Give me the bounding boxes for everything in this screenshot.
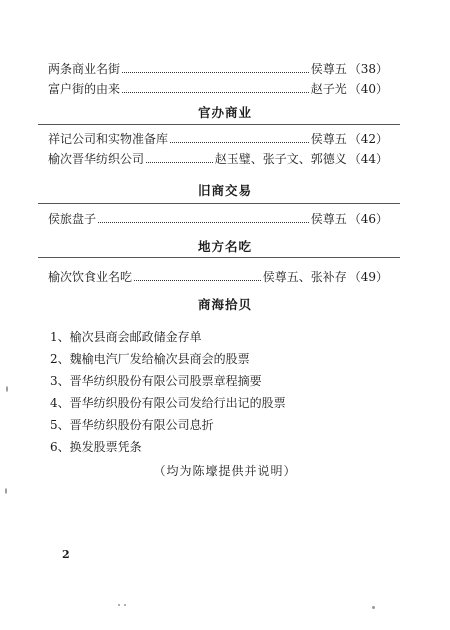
- toc-entry-title: 两条商业名街: [48, 62, 121, 76]
- toc-leader-dots: [122, 72, 309, 73]
- toc-entry: [48, 80, 388, 98]
- section-divider: [38, 203, 400, 204]
- toc-entry-title: 侯旅盘子: [48, 212, 97, 226]
- toc-leader-dots: [98, 222, 309, 223]
- toc-entry: [48, 60, 388, 78]
- toc-entry-page: （38）: [348, 62, 388, 76]
- toc-entry-title: 祥记公司和实物准备库: [48, 132, 169, 146]
- toc-entry-title: 富户街的由来: [48, 82, 121, 96]
- toc-leader-dots: [146, 162, 213, 163]
- section-heading: 地方名吃: [197, 239, 252, 254]
- toc-entry-author: 侯尊五: [310, 212, 347, 226]
- list-item: 6、换发股票凭条: [50, 440, 142, 454]
- toc-entry-title: 榆次晋华纺织公司: [48, 152, 145, 166]
- source-note: （均为陈壕提供并说明）: [153, 464, 297, 478]
- toc-entry: [48, 150, 388, 168]
- toc-entry-author: 侯尊五: [310, 132, 347, 146]
- scan-speck: [124, 604, 126, 606]
- scan-speck: [6, 386, 8, 392]
- toc-entry: [48, 130, 388, 148]
- toc-entry-page: （40）: [348, 82, 388, 96]
- scan-speck: [118, 604, 120, 606]
- toc-entry-author: 赵玉璧、张子文、郭德义: [214, 152, 347, 166]
- list-item: 2、魏榆电汽厂发给榆次县商会的股票: [50, 352, 250, 366]
- toc-entry-page: （46）: [348, 212, 388, 226]
- toc-entry-page: （44）: [348, 152, 388, 166]
- toc-leader-dots: [134, 280, 261, 281]
- list-item: 1、榆次县商会邮政储金存单: [50, 330, 202, 344]
- section-heading: 官办商业: [197, 105, 252, 120]
- toc-entry-page: （42）: [348, 132, 388, 146]
- toc-entry-author: 侯尊五: [310, 62, 347, 76]
- toc-entry: [48, 210, 388, 228]
- section-divider: [38, 124, 400, 125]
- scan-speck: [5, 488, 7, 494]
- toc-leader-dots: [122, 92, 309, 93]
- scan-speck: [372, 606, 375, 609]
- toc-entry-author: 赵子光: [310, 82, 347, 96]
- toc-entry-author: 侯尊五、张补存: [262, 270, 347, 284]
- section-divider: [38, 257, 400, 258]
- list-item: 3、晋华纺织股份有限公司股票章程摘要: [50, 374, 262, 388]
- toc-entry-title: 榆次饮食业名吃: [48, 270, 133, 284]
- toc-entry-page: （49）: [348, 270, 388, 284]
- list-item: 4、晋华纺织股份有限公司发给行出记的股票: [50, 396, 286, 410]
- page-number: 2: [62, 548, 70, 561]
- list-item: 5、晋华纺织股份有限公司息折: [50, 418, 214, 432]
- section-heading: 旧商交易: [197, 183, 252, 198]
- toc-entry: [48, 268, 388, 286]
- toc-leader-dots: [170, 142, 309, 143]
- section-heading: 商海拾贝: [197, 297, 252, 312]
